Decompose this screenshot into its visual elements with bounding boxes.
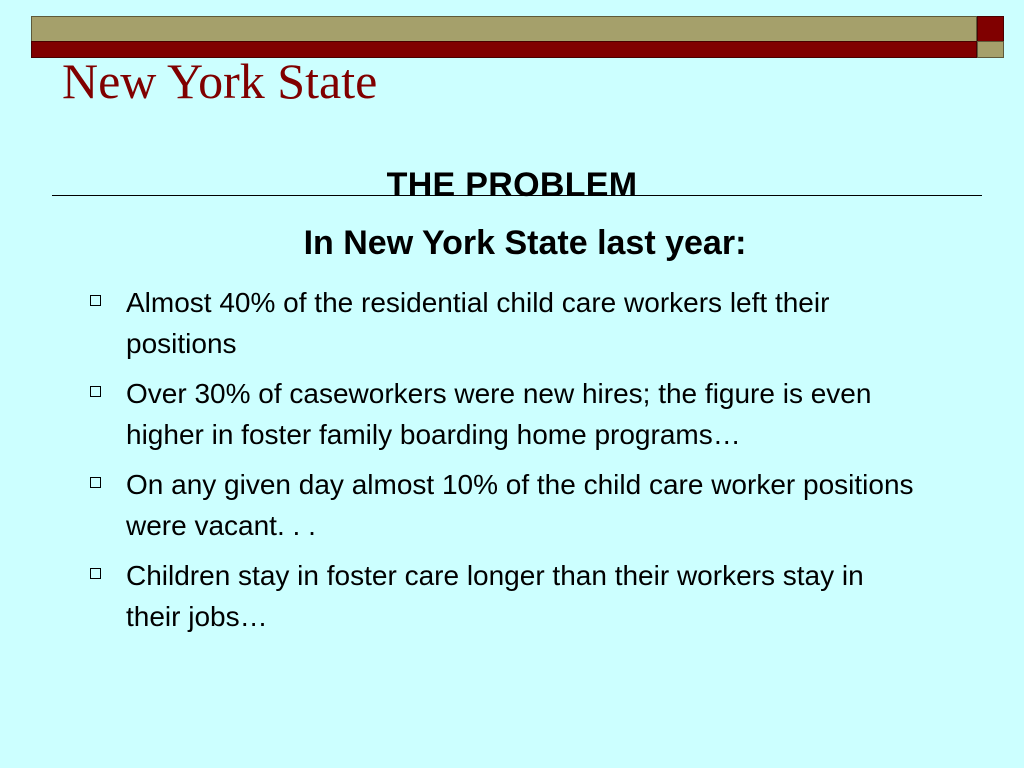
problem-heading-text: THE PROBLEM xyxy=(386,166,638,204)
corner-block-maroon xyxy=(977,16,1004,42)
slide-title: New York State xyxy=(62,53,378,109)
bullet-item xyxy=(0,282,1024,364)
bullet-item xyxy=(0,464,1024,546)
hollow-square-bullet-icon xyxy=(90,386,101,397)
bullet-text: On any given day almost 10% of the child care worker positions were vacant. . . xyxy=(126,469,914,541)
bullet-text: Children stay in foster care longer than their workers stay in their jobs… xyxy=(126,560,864,632)
bullet-item xyxy=(0,373,1024,455)
hollow-square-bullet-icon xyxy=(90,477,101,488)
corner-block-olive xyxy=(977,41,1004,58)
header-band-olive xyxy=(31,16,977,42)
problem-heading xyxy=(0,164,1024,206)
subheading: In New York State last year: xyxy=(303,224,747,262)
bullet-text: Almost 40% of the residential child care workers left their positions xyxy=(126,287,830,359)
bullet-item xyxy=(0,555,1024,637)
hollow-square-bullet-icon xyxy=(90,295,101,306)
hollow-square-bullet-icon xyxy=(90,568,101,579)
bullet-list xyxy=(0,282,1024,646)
bullet-text: Over 30% of caseworkers were new hires; the figure is even higher in foster family boarding home programs… xyxy=(126,378,872,450)
